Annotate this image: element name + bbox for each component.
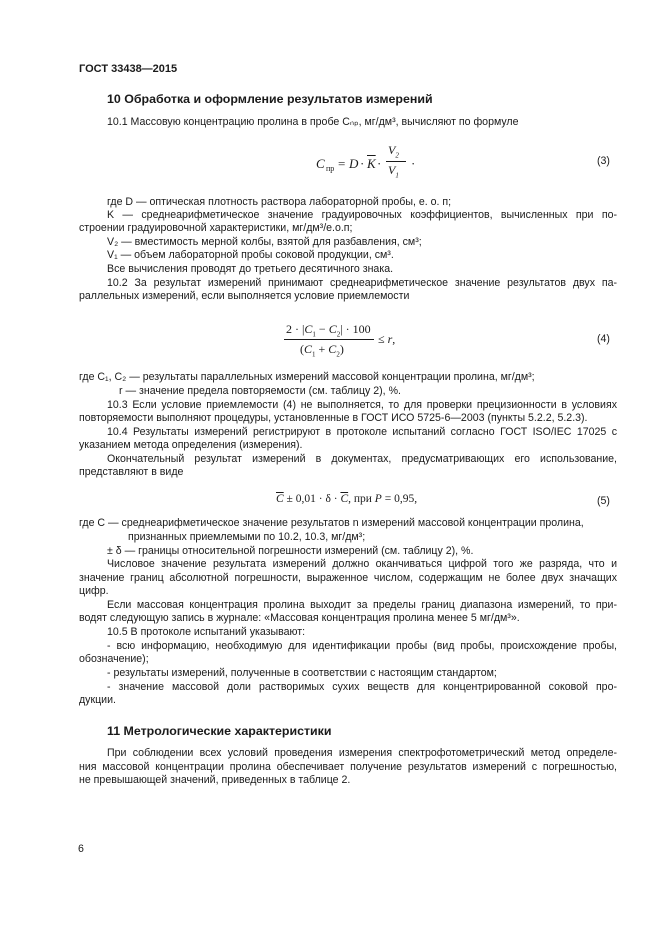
- where-5-line-1: где C — среднеарифметическое значение результатов n измерений массовой концентрации пролина,: [79, 517, 584, 529]
- paragraph-10-4-line-1-text: 10.4 Результаты измерений регистрируют в протоколе испытаний согласно ГОСТ ISO/IEC 17025 с: [107, 426, 617, 438]
- eq4-denominator: $(C_1 + C_2)$: [300, 342, 344, 359]
- paragraph-numeric-line-2: [79, 572, 617, 586]
- paragraph-numeric-line-1: [107, 558, 617, 572]
- where-4-line-2: r — значение предела повторяемости (см. таблицу 2), %.: [119, 385, 401, 397]
- list-item-3-line-2: дукции.: [79, 694, 116, 706]
- paragraph-numeric-line-1-text: Числовое значение результата измерений должно оканчиваться цифрой того же разряда, что и: [107, 558, 617, 570]
- eq3-eq: =: [338, 156, 346, 171]
- paragraph-10-3-line-1: [107, 399, 617, 413]
- document-header: ГОСТ 33438—2015: [79, 63, 178, 75]
- where-3-line-5: V₁ — объем лабораторной пробы соковой продукции, см³.: [107, 249, 394, 261]
- equation-4: [284, 320, 414, 362]
- where-3-line-2: [107, 209, 617, 223]
- paragraph-11-line-3: не превышающей значений, приведенных в таблице 2.: [79, 774, 351, 786]
- list-item-3-line-1-text: - значение массовой доли растворимых сухих веществ для концентрированной соковой про-: [107, 681, 617, 693]
- paragraph-10-2-line-1: [107, 277, 617, 291]
- list-item-1-line-2: обозначение);: [79, 653, 149, 665]
- paragraph-numeric-line-2-text: значение границ абсолютной погрешности, выраженное числом, содержащим не более двух значащих: [79, 572, 617, 584]
- where-3-line-1: где D — оптическая плотность раствора лабораторной пробы, е. о. п;: [107, 196, 452, 208]
- eq5-c-bar: $\overline{C}$: [276, 493, 284, 505]
- section-10-title: 10 Обработка и оформление результатов измерений: [107, 92, 433, 106]
- where-5-line-2: признанных приемлемыми по 10.2, 10.3, мг/дм³;: [128, 531, 366, 543]
- where-3-line-6: Все вычисления проводят до третьего десятичного знака.: [107, 263, 394, 275]
- paragraph-final-line-1-text: Окончательный результат измерений в документах, предусматривающих его использование,: [107, 453, 617, 465]
- where-3-line-3: строении градуировочной характеристики, мг/дм³/е.о.п;: [79, 222, 353, 234]
- paragraph-10-1-text: 10.1 Массовую концентрацию пролина в пробе Сₙₚ, мг/дм³, вычисляют по формуле: [107, 116, 519, 128]
- paragraph-out-of-range-line-1-text: Если массовая концентрация пролина выходит за пределы границ диапазона измерений, то при-: [107, 599, 617, 611]
- equation-5-number: (5): [597, 495, 610, 507]
- eq3-c: C: [316, 156, 325, 171]
- where-3-line-2-text: K — среднеарифметическое значение градуировочных коэффициентов, вычисленных при по-: [107, 209, 617, 221]
- list-item-1-line-1: [107, 640, 617, 654]
- paragraph-10-2-line-2: раллельных измерений, если выполняется условие приемлемости: [79, 290, 410, 302]
- eq3-sub: пр: [326, 164, 335, 173]
- where-5-line-3: ± δ — границы относительной погрешности измерений (см. таблицу 2), %.: [107, 545, 474, 557]
- eq3-dot2: ·: [377, 156, 382, 171]
- paragraph-final-line-2: представляют в виде: [79, 466, 184, 478]
- eq5-c-bar-2: $\overline{C}$: [340, 493, 349, 505]
- equation-3: [316, 143, 436, 186]
- equation-3-number: (3): [597, 155, 610, 167]
- eq4-numerator: $2 \cdot |C_1 - C_2| \cdot 100$: [286, 322, 371, 339]
- paragraph-11-line-1-text: При соблюдении всех условий проведения измерения спектрофотометрический метод определе-: [107, 747, 617, 759]
- paragraph-10-4-line-1: [107, 426, 617, 440]
- paragraph-11-line-1: [107, 747, 617, 761]
- paragraph-10-2-line-1-text: 10.2 За результат измерений принимают среднеарифметическое значение результатов двух па-: [107, 277, 617, 289]
- paragraph-10-3-line-1-text: 10.3 Если условие приемлемости (4) не выполняется, то для проверки прецизионности в условиях: [107, 399, 617, 411]
- paragraph-10-4-line-2: указанием метода определения (измерения).: [79, 439, 303, 451]
- page-number: 6: [78, 843, 84, 855]
- equation-4-number: (4): [597, 333, 610, 345]
- eq3-k: $\overline{K}$: [367, 156, 376, 171]
- paragraph-out-of-range-line-2: водят следующую запись в журнале: «Массовая концентрация пролина менее 5 мг/дм³».: [79, 612, 520, 624]
- where-3-line-4: V₂ — вместимость мерной колбы, взятой для разбавления, см³;: [107, 236, 422, 248]
- eq3-v1: $V_1$: [388, 163, 399, 180]
- equation-5: $\overline{C} \pm 0,01 \cdot \delta \cdot \overline{C}$, при P = 0,95,: [276, 493, 418, 505]
- eq3-d: D: [349, 156, 359, 171]
- paragraph-10-5: 10.5 В протоколе испытаний указывают:: [107, 626, 306, 638]
- paragraph-10-1: [107, 116, 519, 130]
- paragraph-out-of-range-line-1: [107, 599, 617, 613]
- paragraph-final-line-1: [107, 453, 617, 467]
- eq3-trailing-dot: ·: [411, 156, 416, 171]
- paragraph-10-3-line-2: повторяемости выполняют процедуры, установленные в ГОСТ ИСО 5725-6—2003 (пункты 5.2.2, 5.2.3).: [79, 412, 588, 424]
- list-item-3-line-1: [107, 681, 617, 695]
- paragraph-numeric-line-3: цифр.: [79, 585, 109, 597]
- list-item-1-line-1-text: - всю информацию, необходимую для идентификации пробы (вид пробы, происхождение пробы,: [107, 640, 617, 652]
- where-4-line-1: где С₁, С₂ — результаты параллельных измерений массовой концентрации пролина, мг/дм³;: [79, 371, 535, 383]
- eq3-dot1: ·: [360, 156, 365, 171]
- section-11-title: 11 Метрологические характеристики: [107, 724, 332, 738]
- eq3-v2: $V_2$: [388, 143, 399, 160]
- list-item-2: - результаты измерений, полученные в соответствии с настоящим стандартом;: [107, 667, 497, 679]
- paragraph-11-line-2-text: ния массовой концентрации пролина обеспечивает получение результатов измерений с погрешностью,: [79, 761, 617, 773]
- paragraph-11-line-2: [79, 761, 617, 775]
- eq4-relation: ≤ r,: [378, 332, 396, 346]
- eq3-fraction-bar: [386, 161, 406, 162]
- eq4-fraction-bar: [284, 339, 374, 340]
